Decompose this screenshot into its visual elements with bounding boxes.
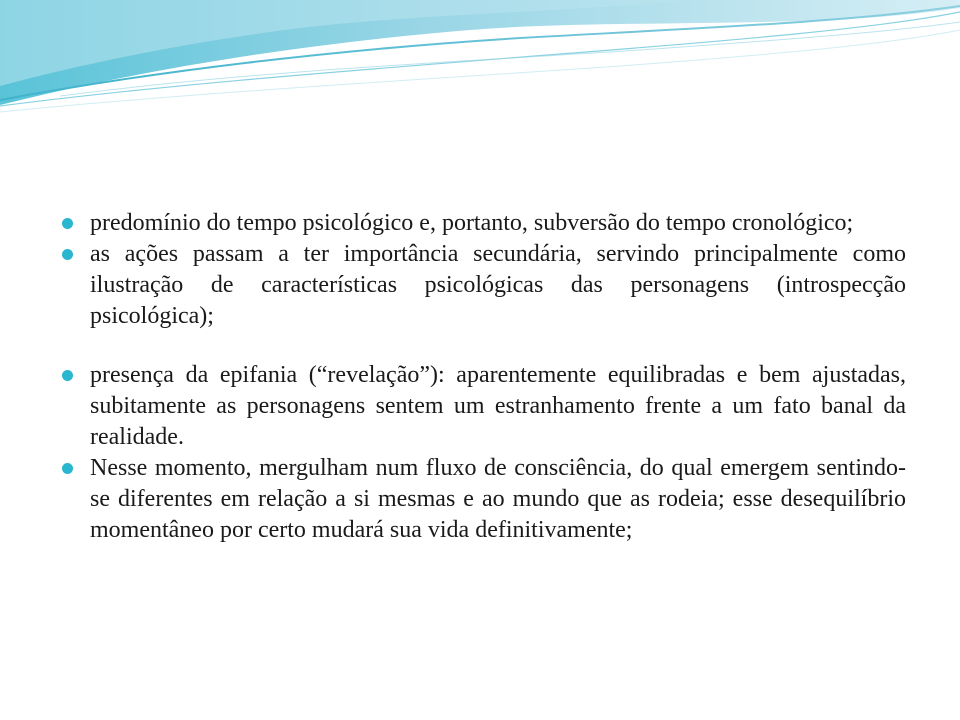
- bullet-text: as ações passam a ter importância secundária, servindo principalmente como ilustração de características psicológicas das personagens (introspecção psicológica);: [90, 241, 906, 329]
- bullet-item: [62, 453, 906, 546]
- bullet-list: [62, 208, 906, 546]
- header-wave-decoration: [0, 0, 960, 140]
- bullet-text: presença da epifania (“revelação”): aparentemente equilibradas e bem ajustadas, subitamente as personagens sentem um estranhamento frente a um fato banal da realidade.: [90, 362, 906, 450]
- bullet-item: [62, 208, 906, 239]
- bullet-text: Nesse momento, mergulham num fluxo de consciência, do qual emergem sentindo-se diferentes em relação a si mesmas e ao mundo que as rodeia; esse desequilíbrio momentâneo por certo mudará sua vida definitivamente;: [90, 455, 906, 543]
- bullet-dot-icon: [62, 463, 73, 474]
- slide-content: [62, 208, 906, 546]
- bullet-item: [62, 360, 906, 453]
- bullet-item: [62, 239, 906, 332]
- bullet-dot-icon: [62, 370, 73, 381]
- bullet-dot-icon: [62, 218, 73, 229]
- bullet-dot-icon: [62, 249, 73, 260]
- bullet-text: predomínio do tempo psicológico e, portanto, subversão do tempo cronológico;: [90, 210, 854, 236]
